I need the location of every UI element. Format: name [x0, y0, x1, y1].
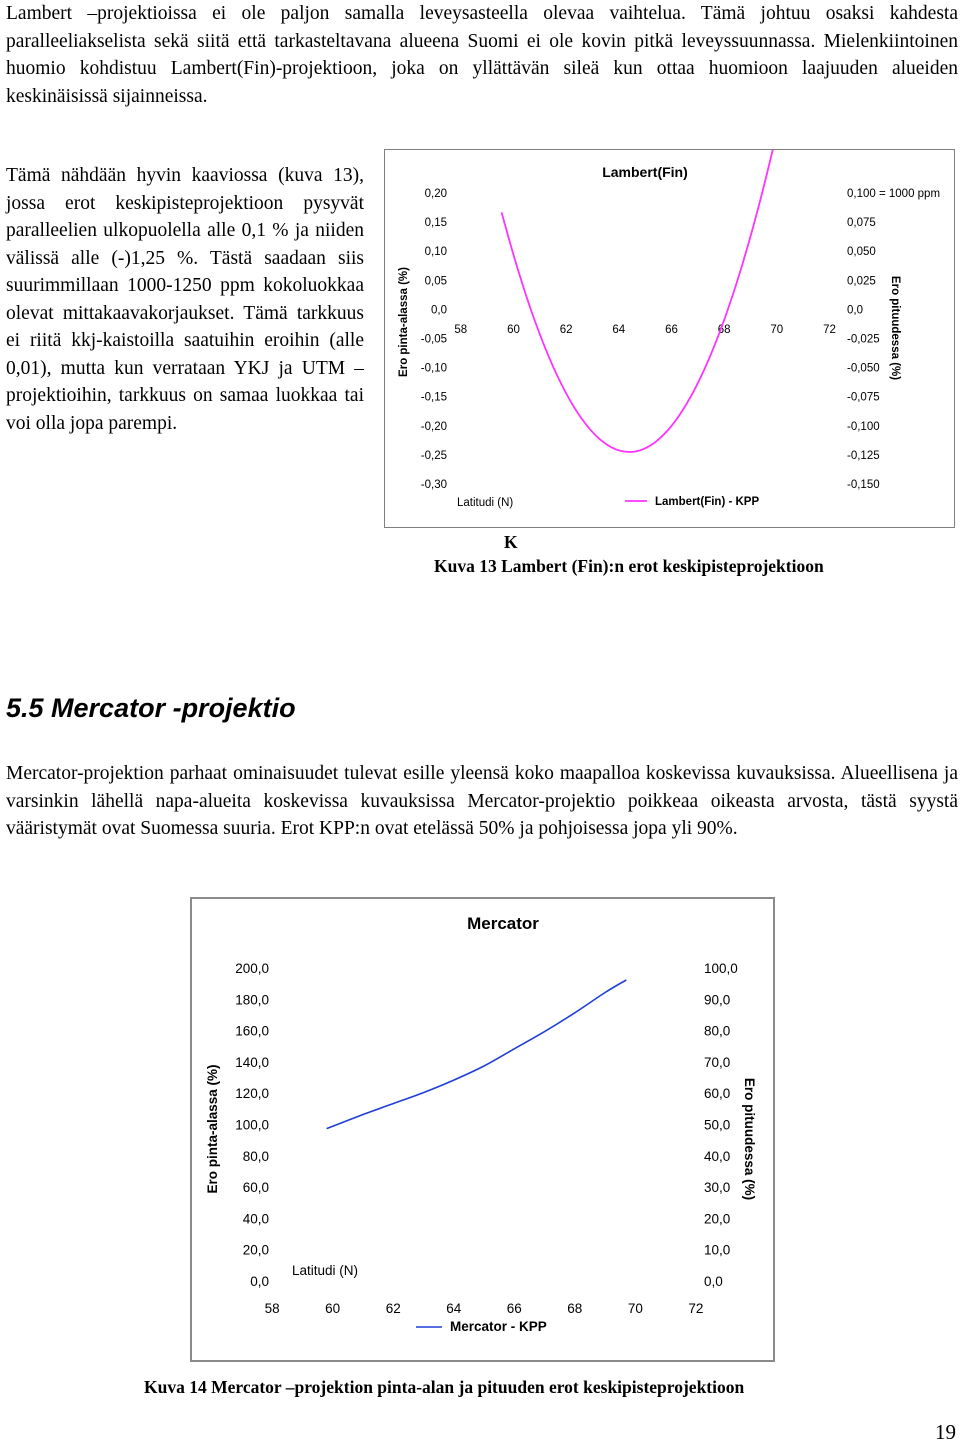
stray-letter: K [504, 532, 518, 552]
legend-label: Lambert(Fin) - KPP [655, 496, 760, 508]
y-tick-label: 140,0 [235, 1054, 269, 1070]
y-tick-label: 120,0 [235, 1086, 269, 1102]
y-tick-label: 180,0 [235, 992, 269, 1008]
series-line [502, 150, 775, 452]
y-tick-label: 0,15 [424, 217, 447, 230]
y2-tick-label: 80,0 [704, 1023, 731, 1039]
y2-tick-label: -0,150 [847, 479, 880, 491]
intro-paragraph: Lambert –projektioissa ei ole paljon samalla leveysasteella olevaa vaihtelua. Tämä johtuu osaksi kahdesta paralleeliakselista sekä siitä että tarkasteltavana alueena Suomi ei ole kovin pitkä leveyssuunnassa. Mielenkiintoinen huomio kohdistuu Lambert(Fin)-projektioon, joka on yllättävän sileä kun ottaa huomioon laajuuden alueiden keskinäisissä sijainneissa. [6, 3, 958, 107]
chart-title: Mercator [467, 914, 539, 933]
page-number: 19 [935, 1420, 956, 1444]
y-tick-label: -0,25 [420, 449, 447, 462]
y-tick-label: 160,0 [235, 1023, 269, 1039]
y2-tick-label: 0,025 [847, 275, 876, 288]
y-tick-label: 0,20 [424, 188, 447, 200]
mercator-chart [190, 897, 775, 1362]
y2-axis-label: Ero pituudessa (%) [742, 1077, 757, 1201]
x-tick-label: 60 [325, 1301, 341, 1316]
figure14-caption: Kuva 14 Mercator –projektion pinta-alan ja pituuden erot keskipisteprojektioon [144, 1377, 745, 1397]
x-tick-label: 68 [567, 1301, 583, 1316]
y-tick-label: 40,0 [242, 1211, 269, 1227]
x-tick-label: 60 [507, 324, 520, 336]
y2-axis-label: Ero pituudessa (%) [889, 275, 901, 381]
side-paragraph: Tämä nähdään hyvin kaaviossa (kuva 13), jossa erot keskipisteprojektioon pysyvät paralleelien ulkopuolella alle 0,1 % ja niiden välissä alle (-)1,25 %. Tästä saadaan siis suurimmillaan 1000-1250 ppm kokoluokkaa olevat mittakaavakorjaukset. Tämä tarkkuus ei riitä kkj-kaistoilla saatuihin eroihin (alle 0,01), mutta kun verrataan YKJ ja UTM –projektioihin, tarkkuus on samaa luokkaa tai voi olla jopa parempi. [6, 165, 364, 434]
mercator-paragraph: Mercator-projektion parhaat ominaisuudet tulevat esille yleensä koko maapalloa koskevissa kuvauksissa. Alueellisena ja varsinkin lähellä napa-alueita koskevissa kuvauksissa Mercator-projektio poikkeaa oikeasta arvosta, tästä syystä vääristymät ovat Suomessa suuria. Erot KPP:n ovat etelässä 50% ja pohjoisessa jopa yli 90%. [6, 763, 958, 839]
y2-tick-label: 60,0 [704, 1086, 731, 1102]
section-heading: 5.5 Mercator -projektio [6, 693, 296, 723]
y-tick-label: 0,0 [431, 304, 447, 317]
y2-tick-label: 10,0 [704, 1242, 731, 1258]
x-tick-label: 68 [717, 324, 731, 336]
y-tick-label: -0,15 [420, 391, 447, 404]
x-axis-label: Latitudi (N) [292, 1263, 359, 1278]
y2-tick-label: -0,025 [847, 333, 880, 346]
y-tick-label: 100,0 [235, 1117, 269, 1133]
y2-tick-label: 0,0 [704, 1274, 723, 1289]
figure13-caption: Kuva 13 Lambert (Fin):n erot keskipisteprojektioon [434, 556, 824, 576]
y2-tick-label: 0,075 [847, 217, 876, 230]
x-tick-label: 70 [770, 324, 784, 336]
x-tick-label: 72 [823, 324, 836, 336]
y2-tick-label: 50,0 [704, 1117, 731, 1133]
y-axis-label: Ero pinta-alassa (%) [398, 267, 410, 377]
chart-title: Lambert(Fin) [602, 164, 688, 180]
y2-tick-label: 30,0 [704, 1180, 731, 1196]
y2-tick-label: -0,075 [847, 391, 880, 404]
y2-tick-label: -0,050 [847, 362, 880, 375]
x-tick-label: 66 [506, 1301, 522, 1316]
y-tick-label: 0,0 [250, 1274, 269, 1289]
lambert-chart-svg [385, 150, 953, 526]
y2-tick-label: 70,0 [704, 1054, 731, 1070]
y2-tick-label: 40,0 [704, 1148, 731, 1164]
legend-label: Mercator - KPP [450, 1319, 547, 1334]
y2-tick-label: 100,0 [704, 961, 738, 976]
y2-tick-label: -0,100 [847, 420, 880, 433]
x-axis-label: Latitudi (N) [457, 497, 514, 509]
x-tick-label: 72 [688, 1301, 704, 1316]
x-tick-label: 58 [264, 1301, 280, 1316]
y2-tick-label: 0,100 = 1000 ppm [847, 188, 941, 200]
y2-tick-label: 90,0 [704, 992, 731, 1008]
mercator-chart-svg [192, 899, 773, 1360]
x-tick-label: 64 [612, 324, 626, 336]
y-tick-label: -0,10 [420, 362, 447, 375]
y-tick-label: 80,0 [242, 1148, 269, 1164]
y-axis-label: Ero pinta-alassa (%) [205, 1064, 220, 1194]
y-tick-label: 200,0 [235, 961, 269, 976]
y-tick-label: 0,05 [424, 275, 447, 288]
y-tick-label: -0,20 [420, 420, 447, 433]
series-line [327, 980, 627, 1129]
x-tick-label: 62 [559, 324, 573, 336]
x-tick-label: 64 [446, 1301, 462, 1316]
y-tick-label: 0,10 [424, 246, 447, 259]
y-tick-label: 60,0 [242, 1180, 269, 1196]
y-tick-label: 20,0 [242, 1242, 269, 1258]
y2-tick-label: 0,0 [847, 304, 863, 317]
y-tick-label: -0,30 [420, 479, 447, 491]
y2-tick-label: -0,125 [847, 449, 880, 462]
x-tick-label: 62 [385, 1301, 401, 1316]
y2-tick-label: 20,0 [704, 1211, 731, 1227]
y2-tick-label: 0,050 [847, 246, 876, 259]
x-tick-label: 66 [665, 324, 678, 336]
lambert-chart [384, 149, 955, 528]
y-tick-label: -0,05 [420, 333, 447, 346]
x-tick-label: 58 [454, 324, 468, 336]
x-tick-label: 70 [627, 1301, 643, 1316]
